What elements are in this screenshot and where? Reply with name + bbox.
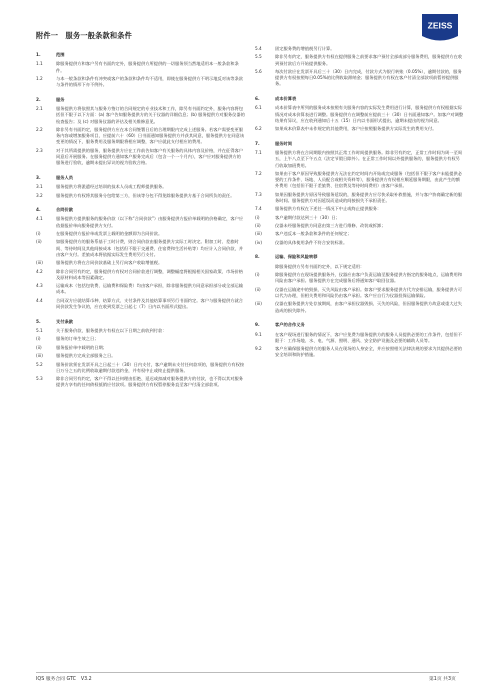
- section-heading: [255, 142, 464, 148]
- section-spacer: [36, 92, 245, 95]
- clause-text: 支付条款: [56, 319, 74, 325]
- clause-text: 仪器在服务提供方处存放期间，由客户承担仪器毁损、灭失的风险，但因服务提供方故意或重大过失造成的损失除外。: [275, 302, 463, 314]
- clause-text: 成本价算表中所列的服务成本按照有关服务内容的实际发生费用进行计算，服务提供方有权根据实际情况对成本价算表进行调整。服务提供方在调整前应提前三十（30）日书面通知客户。如客户对调整结果有异议，应在收到通知后十五（15）日内以书面形式提出，逾期未提出的视为同意。: [275, 106, 464, 124]
- clause-number: 5.1: [36, 329, 43, 335]
- zeiss-logo: [420, 14, 460, 44]
- clause: [255, 127, 464, 133]
- clause: [255, 106, 464, 125]
- clause: [36, 194, 245, 200]
- clause: [36, 270, 245, 282]
- clause-number: 9.1: [255, 332, 262, 338]
- section-spacer: [255, 136, 464, 139]
- section-heading: [36, 98, 245, 104]
- clause-text: 在服务提供方报价单或发票上载明的金额即为合同价款。: [56, 232, 163, 238]
- clause-text: 服务人员: [56, 175, 74, 181]
- clause-text: 关于服务价款，服务提供方有权在以下日期之前收到付款：: [56, 329, 167, 335]
- clause-number: 5.6: [255, 69, 262, 75]
- clause-text: 服务提供方完成全部服务之日。: [56, 354, 116, 360]
- clause-number: (i): [255, 273, 260, 279]
- clause-number: (ii): [36, 240, 42, 246]
- clause-number: (iii): [255, 232, 262, 238]
- clause: [255, 193, 464, 205]
- clause-text: 客户违反本一般条款和条件的任何规定；: [275, 232, 352, 238]
- clause-text: 客户应确保服务提供方的服务人员在现场的人身安全，并应按照相关法律法规的要求为其提供必要的安全培训和防护措施。: [275, 347, 463, 359]
- clause-text: 服务提供方提供服务的服务价款（以下称“合同价款”）由服务提供方报价单载明的价格确定，客户应依据报价单向服务提供方支付。: [56, 217, 244, 229]
- clause-text: 服务提供方将派遣经过培训的技术人员或工程师提供服务。: [56, 185, 167, 191]
- clause: [36, 346, 245, 352]
- clause: [36, 149, 245, 168]
- section-spacer: [255, 249, 464, 252]
- section-heading: [255, 97, 464, 103]
- clause-text: 服务提供方将依照其与服务方签订的合同规定的专业技术和工作，除另有书面约定外，服务内容将包括但不限于以下方面：(a) 客户告知服务提供方的关于仪器的详细信息；(b) 服务提供方对服务仪器的检查报告；及 (c) 对服务仪器的评估及相关维修意见。: [56, 107, 245, 125]
- clause: [36, 128, 245, 147]
- section-heading: [255, 255, 464, 261]
- footer-doc-id: IQS 服务合同 GTC V3.2: [36, 677, 92, 682]
- clause-number: 7.: [255, 141, 260, 147]
- clause: [36, 217, 245, 229]
- clause-number: 8.: [255, 255, 260, 261]
- footer-divider: [36, 672, 459, 673]
- clause-text: 如果因服务提供方原因导致服务延误的，服务提供方应尽快采取补救措施，并与客户协商确定新的服务时间。服务提供方对因延误而造成的间接损失不承担责任。: [275, 192, 463, 204]
- clause-number: 7.1: [255, 151, 262, 157]
- clause: [36, 299, 245, 311]
- clause-text: 合同双方应就结算币种、结算方式、支付条件及其他结算事项另行书面约定。客户与服务提供方就合同价款发生争议的，应在收到发票之日起七（7）日内以书面形式提出。: [56, 298, 244, 311]
- clause: [36, 185, 245, 191]
- clause: [36, 62, 245, 74]
- section-heading: [255, 323, 464, 329]
- section-heading: [36, 53, 245, 59]
- clause-text: 服务报价单中载明的日期；: [56, 345, 108, 351]
- clause-number: 5.4: [255, 47, 262, 52]
- clause: [36, 329, 245, 335]
- section-spacer: [36, 313, 245, 316]
- clause: [255, 333, 464, 345]
- clause-number: 4.2: [36, 269, 43, 275]
- clause-text: 除服务提供方另有书面约定外，以下规定适用：: [275, 264, 365, 270]
- clause: [36, 240, 245, 259]
- section-heading: [36, 208, 245, 214]
- clause-number: 2.3: [36, 148, 43, 154]
- clause-text: 服务: [56, 97, 65, 103]
- clause-text: 如果由于客户原因导致服务提供方无法在约定时间内开始或完成服务（包括但不限于客户未能提供必要的工作条件、场地、人员配合或相关资料等），服务提供方有权相应顺延服务期限，由此产生的额外费用（包括但不限于差旅费、住宿费及等待时间费用）由客户承担。: [275, 171, 463, 190]
- clause: [255, 216, 464, 222]
- clause: [36, 77, 245, 89]
- clause-text: 服务时间: [275, 141, 293, 147]
- clause-text: 固定服务费的增值税另行计算。: [275, 47, 335, 52]
- clause-number: (iii): [255, 302, 262, 308]
- clause-text: 客户逾期付款达到三十（30）日；: [275, 215, 340, 221]
- clause: [255, 241, 464, 247]
- clause-number: (iii): [36, 261, 43, 267]
- clause-number: 4.4: [36, 298, 43, 304]
- clause-spacer: [36, 390, 245, 392]
- clause-text: 运输成本（包括包装费、运输费和保险费）均由客户承担，除非服务提供方同意承担部分或全部运输成本。: [56, 284, 244, 296]
- clause-number: 9.2: [255, 347, 262, 353]
- clause-number: 3.: [36, 175, 41, 181]
- clause-number: (ii): [36, 345, 42, 351]
- clause-number: (iii): [36, 354, 43, 360]
- section-spacer: [36, 202, 245, 205]
- clause-number: 7.3: [255, 192, 262, 198]
- clause-number: 5.5: [255, 55, 262, 61]
- clause-number: 5.3: [36, 377, 43, 383]
- clause: [255, 347, 464, 359]
- clause-text: 除非合同另有约定，客户不得以任何理由拒绝、延迟或扣减对服务提供方的付款，也不得以其对服务提供方享有的任何债权抵销应付款项。服务提供方有权暂停服务直至客户付清全部款项。: [56, 377, 244, 389]
- clause-text: 对于其所需提供的服务，服务提供方应在工作前告知客户有关服务的具体内容及价格，并在征得客户同意后开展服务。在服务提供方通知客户服务完成后（包含一个一个月内），客户应对服务提供方的服务进行验收，逾期未提出异议的视为验收合格。: [56, 148, 244, 167]
- clause-text: 服务的订单生效之日；: [56, 337, 99, 343]
- clause-text: 服务提供方将在合同价款基础上另行向客户收取增值税。: [56, 261, 163, 267]
- clause-text: 除非另有约定，服务提供方有权在提供服务之前要求客户预付全部或部分服务费用，服务提供方在收到预付款后方开始提供服务。: [275, 55, 463, 67]
- clause-text: 与本一般条款和条件有冲突或客户的条款和条件均不适用，即使在服务提供方不明示地反对该等条款与条件的情形下亦不例外。: [56, 76, 244, 89]
- clause-number: 1.1: [36, 62, 43, 68]
- clause-text: 除非合同另有约定，服务提供方有权对合同价款进行调整，调整幅度将根据相关国家政策、市场价格及原材料成本等因素确定。: [56, 269, 244, 281]
- clause: [255, 302, 464, 314]
- footer-page-number: 第1页 共3页: [429, 677, 456, 682]
- clause-number: 4.1: [36, 217, 43, 223]
- clause: [255, 288, 464, 300]
- clause-text: 成本价算表: [275, 96, 297, 102]
- clause-text: 范围: [56, 53, 65, 58]
- clause: [255, 207, 464, 213]
- clause-number: 1.2: [36, 76, 43, 82]
- clause: [255, 172, 464, 191]
- clause: [36, 284, 245, 296]
- clause: [255, 151, 464, 170]
- clause: [255, 273, 464, 285]
- clause-number: 4.3: [36, 284, 43, 290]
- clause-number: 1.: [36, 53, 41, 58]
- clause-text: 除非另有书面约定，服务提供方应在本合同签署日后的合理期限内完成上述服务。若客户需要变更服务内容或增加服务项目，应提前六十（60）日书面通知服务提供方并获其同意，服务提供方在同意该变更的情况下，服务费用及服务期限将相应调整，客户应就此支付相应的费用。: [56, 127, 245, 146]
- clause-number: 5.2: [36, 362, 43, 368]
- clause-text: 每次付款应在发票开具后三十（30）日内完成，付款方式为银行转账（0.05%），逾期付款的，服务提供方有权按照每日0.05%的比例收取滞纳金；服务提供方有权在客户付清全部款项前暂停提供服务。: [275, 69, 462, 88]
- clause-text: 除服务提供方和客户另有书面约定外，服务提供方所提供的一切服务须当然地适用本一般条款和条件。: [56, 62, 239, 74]
- left-column: [36, 50, 245, 392]
- clause: [36, 354, 245, 360]
- clause-number: 3.2: [36, 193, 43, 199]
- clause-number: 7.2: [255, 171, 262, 177]
- clause-text: 除服务提供方在现场提供服务外，仪器应由客户负责运输至服务提供方指定的服务地点，运输费用和风险由客户承担。服务提供方在完成服务后将通知客户取回仪器。: [275, 273, 463, 285]
- clause-number: 3.1: [36, 185, 43, 191]
- clause-number: 9.: [255, 323, 260, 329]
- clause: [36, 232, 245, 238]
- clause-text: 如果成本价算表中未作规定的其他费用，客户应按照服务提供方实际发生的费用支付。: [275, 127, 437, 133]
- clause: [36, 377, 245, 389]
- clause-spacer: [255, 360, 464, 362]
- clause-number: 6.2: [255, 127, 262, 133]
- section-spacer: [255, 91, 464, 94]
- clause-text: 合同价款: [56, 208, 74, 214]
- clause: [255, 70, 464, 89]
- right-column: [255, 47, 464, 362]
- clause-number: 4.: [36, 208, 41, 214]
- clause: [36, 261, 245, 267]
- clause: [36, 363, 245, 375]
- section-heading: [36, 320, 245, 326]
- clause-number: 6.1: [255, 106, 262, 112]
- section-spacer: [36, 170, 245, 173]
- clause: [36, 107, 245, 126]
- logo-text: ZEISS: [427, 20, 453, 31]
- page-title: 附件一 服务一般条款和条件: [36, 31, 133, 40]
- clause-number: 2.1: [36, 107, 43, 113]
- clause-text: 仪器在运输途中的毁损、灭失风险由客户承担。如客户要求服务提供方代为安排运输，服务提供方可以代为办理，但相关费用和风险仍由客户承担。客户应自行为仪器投保运输保险。: [275, 287, 463, 300]
- section-heading: [36, 176, 245, 182]
- clause-number: (iv): [255, 240, 263, 246]
- clause-text: 客户的合作义务: [275, 323, 305, 329]
- clause-text: 运输、保险和风险转移: [275, 255, 318, 261]
- clause-number: (ii): [255, 224, 261, 230]
- clause: [255, 232, 464, 238]
- clause-text: 仪器未经服务提供方同意由第三方进行维修、改装或拆卸；: [275, 224, 386, 230]
- clause-number: 5.: [36, 319, 41, 325]
- clause-text: 如服务提供方的服务系基于工时计费，则合同价款由服务提供方实际工时决定。附加工时、差旅时间、等待时间及其他间接成本（包括但不限于交通费、住宿费和生活补贴等）均应计入合同价款，并由客户支付。差旅成本将依据实际发生费用另行支付。: [56, 240, 244, 258]
- clause-number: 2.: [36, 97, 41, 103]
- clause: [255, 224, 464, 230]
- clause-text: 服务提供方将在合同期限内按照其正常工作时间提供服务。除非另有约定，正常工作时间为周一至周五，上午八点至下午五点（法定节假日除外）。在正常工作时间以外提供服务的，服务提供方有权另行收取加班费用。: [275, 151, 463, 169]
- clause-text: 仪器的具体使用条件不符合安装标准。: [275, 240, 348, 246]
- clause-number: (i): [36, 337, 41, 343]
- clause: [255, 265, 464, 271]
- clause: [36, 337, 245, 343]
- clause: [255, 55, 464, 67]
- clause-text: 服务提供方有权在下述任一情况下中止或终止提供服务：: [275, 207, 382, 213]
- clause-number: (i): [255, 215, 260, 221]
- clause-text: 在客户现场进行服务的情况下，客户应免费为服务提供方的服务人员提供必要的工作条件，包括但不限于：工作场地、水、电、气源、照明、通风、安全防护设施及必要的辅助人员等。: [275, 332, 463, 344]
- clause-number: 6.: [255, 96, 260, 102]
- clause-number: (i): [36, 232, 41, 238]
- clause-text: 服务提供方有权将其服务分包给第三方，但该等分包不得免除服务提供方基于合同所负的责任。: [56, 193, 235, 199]
- clause-number: 7.4: [255, 207, 262, 213]
- section-spacer: [255, 317, 464, 320]
- clause-number: 2.2: [36, 127, 43, 133]
- clause-text: 服务价款须在发票开具之日起三十（30）日内支付，客户逾期未支付任何款项的，服务提供方有权按日万分之五的比例收取逾期付款违约金，并有权中止或终止提供服务。: [56, 362, 245, 374]
- clause-number: (ii): [255, 287, 261, 293]
- clause: [255, 47, 464, 53]
